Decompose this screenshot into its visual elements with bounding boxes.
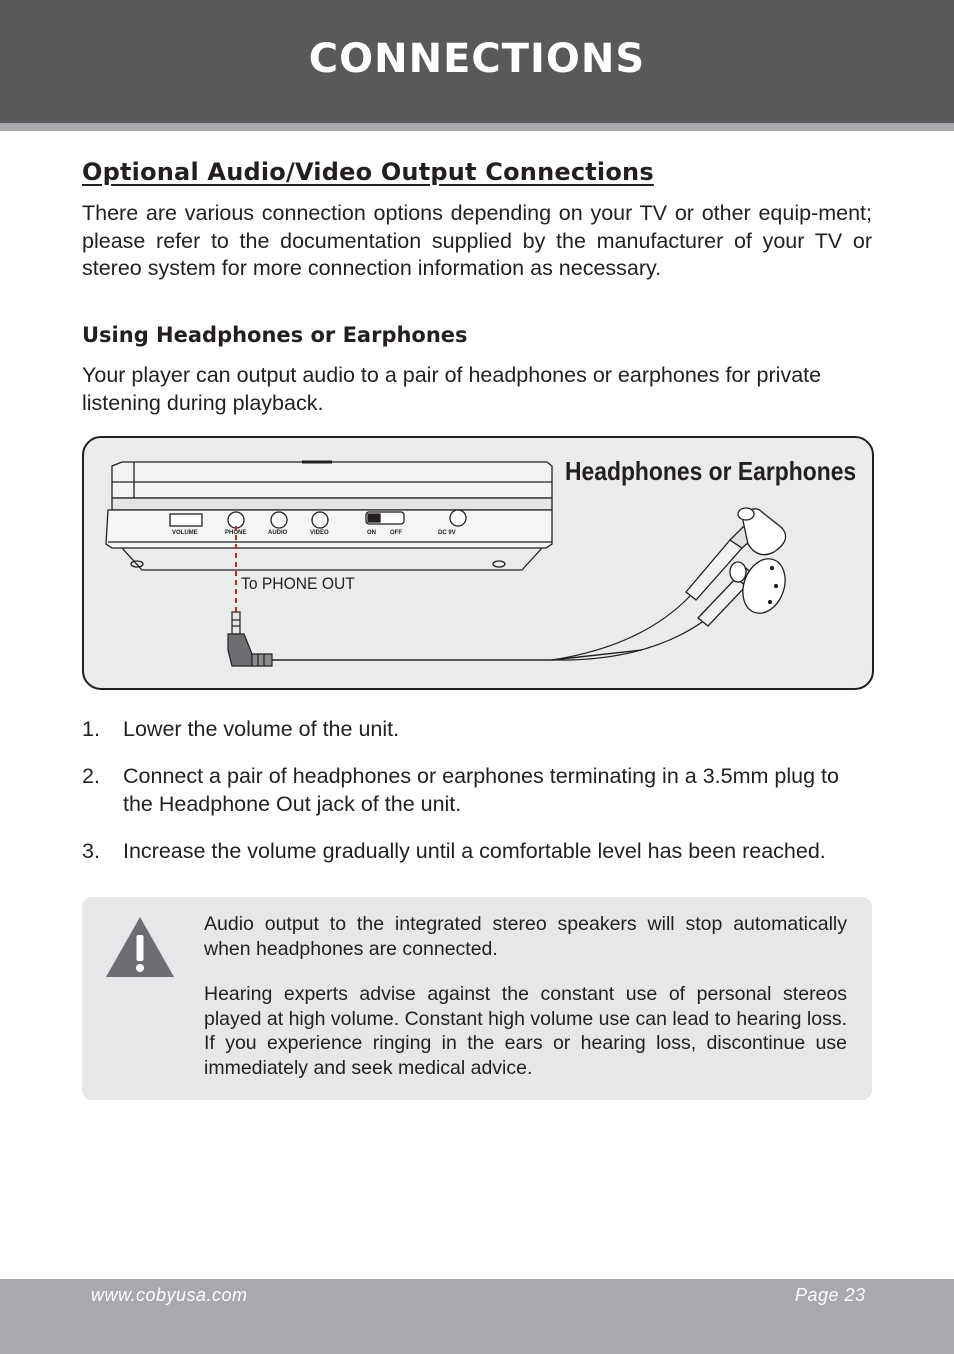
subsection-body: Your player can output audio to a pair of headphones or earphones for private listening during playback.: [82, 363, 822, 415]
panel-label-off: OFF: [390, 530, 402, 536]
panel-label-on: ON: [367, 530, 376, 536]
warning-note: [82, 897, 872, 1100]
panel-label-audio: AUDIO: [268, 530, 288, 536]
diagram-title: Headphones or Earphones: [565, 456, 857, 486]
panel-label-phone: PHONE: [225, 530, 247, 536]
subsection-title: Using Headphones or Earphones: [82, 323, 468, 347]
panel-label-volume: VOLUME: [172, 530, 198, 536]
warning-icon: [104, 915, 176, 979]
note-paragraph: Audio output to the integrated stereo speakers will stop automatically when headphones are connected.: [204, 913, 847, 960]
footer-url: www.cobyusa.com: [91, 1285, 248, 1305]
step-text: Increase the volume gradually until a comfortable level has been reached.: [123, 839, 826, 863]
header-stripe: [0, 123, 954, 131]
headphones-diagram: [82, 436, 874, 690]
step-text: Connect a pair of headphones or earphones terminating in a 3.5mm plug to the Headphone Out jack of the unit.: [123, 764, 839, 816]
section-title: Optional Audio/Video Output Connections: [82, 158, 654, 186]
page-number: Page 23: [795, 1285, 866, 1305]
step-number: 3.: [82, 839, 100, 863]
section-intro: There are various connection options depending on your TV or other equip-ment; please refer to the documentation supplied by the manufacturer of your TV or stereo system for more connection information as necessary.: [82, 201, 872, 280]
panel-label-dc: DC 9V: [438, 530, 456, 536]
page-title: CONNECTIONS: [308, 36, 646, 82]
step-number: 2.: [82, 764, 100, 788]
note-paragraph: Hearing experts advise against the constant use of personal stereos played at high volume. Constant high volume use can lead to hearing loss. If you experience ringing in the ears or hearing loss, discontinue use immediately and seek medical advice.: [204, 983, 847, 1079]
diagram-label-phone-out: To PHONE OUT: [241, 574, 355, 593]
step-text: Lower the volume of the unit.: [123, 717, 400, 741]
panel-label-video: VIDEO: [310, 530, 329, 536]
step-number: 1.: [82, 717, 100, 741]
